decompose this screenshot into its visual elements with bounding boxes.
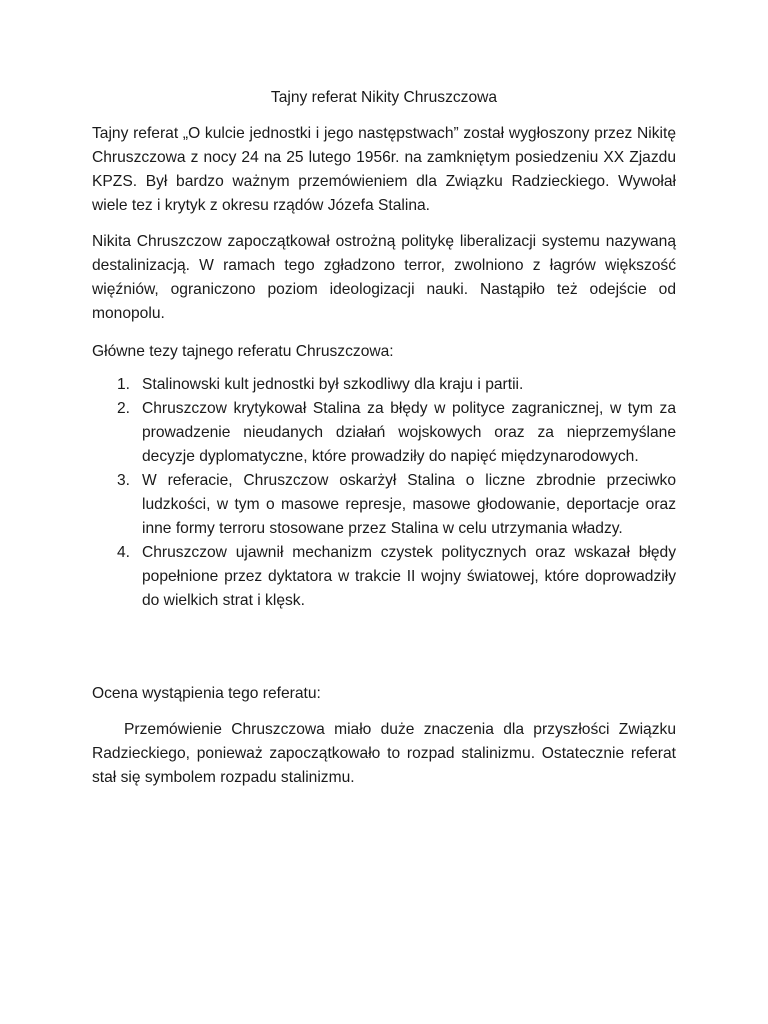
paragraph-assessment: Przemówienie Chruszczowa miało duże znaczenia dla przyszłości Związku Radzieckiego, ponieważ zapoczątkowało to rozpad stalinizmu. Ostatecznie referat stał się symbolem rozpadu stalinizmu. <box>92 721 676 786</box>
document-title: Tajny referat Nikity Chruszczowa <box>270 89 498 106</box>
list-item-number: 3. <box>117 472 131 489</box>
list-item <box>92 373 676 397</box>
list-item <box>92 541 676 613</box>
list-item-text: Stalinowski kult jednostki był szkodliwy dla kraju i partii. <box>142 376 524 393</box>
list-item <box>92 397 676 469</box>
theses-heading: Główne tezy tajnego referatu Chruszczowa: <box>92 343 394 360</box>
list-item-number: 4. <box>117 544 131 561</box>
list-item-number: 2. <box>117 400 131 417</box>
theses-list <box>92 373 676 613</box>
list-item-number: 1. <box>117 376 131 393</box>
paragraph-intro: Tajny referat „O kulcie jednostki i jego następstwach” został wygłoszony przez Nikitę Chruszczowa z nocy 24 na 25 lutego 1956r. na zamkniętym posiedzeniu XX Zjazdu KPZS. Był bardzo ważnym przemówieniem dla Związku Radzieckiego. Wywołał wiele tez i krytyk z okresu rządów Józefa Stalina. <box>92 125 676 214</box>
list-item-text: W referacie, Chruszczow oskarżył Stalina o liczne zbrodnie przeciwko ludzkości, w tym o masowe represje, masowe głodowanie, deportacje oraz inne formy terroru stosowane przez Stalina w celu utrzymania władzy. <box>142 472 676 537</box>
assessment-heading: Ocena wystąpienia tego referatu: <box>92 685 321 702</box>
paragraph-destalinization: Nikita Chruszczow zapoczątkował ostrożną politykę liberalizacji systemu nazywaną destalinizacją. W ramach tego zgładzono terror, zwolniono z łagrów większość więźniów, ograniczono poziom ideologizacji nauki. Nastąpiło też odejście od monopolu. <box>92 233 676 322</box>
list-item <box>92 469 676 541</box>
list-item-text: Chruszczow ujawnił mechanizm czystek politycznych oraz wskazał błędy popełnione przez dyktatora w trakcie II wojny światowej, które doprowadziły do wielkich strat i klęsk. <box>142 544 676 609</box>
list-item-text: Chruszczow krytykował Stalina za błędy w polityce zagranicznej, w tym za prowadzenie nieudanych działań wojskowych oraz za nieprzemyślane decyzje dyplomatyczne, które prowadziły do napięć międzynarodowych. <box>142 400 676 465</box>
